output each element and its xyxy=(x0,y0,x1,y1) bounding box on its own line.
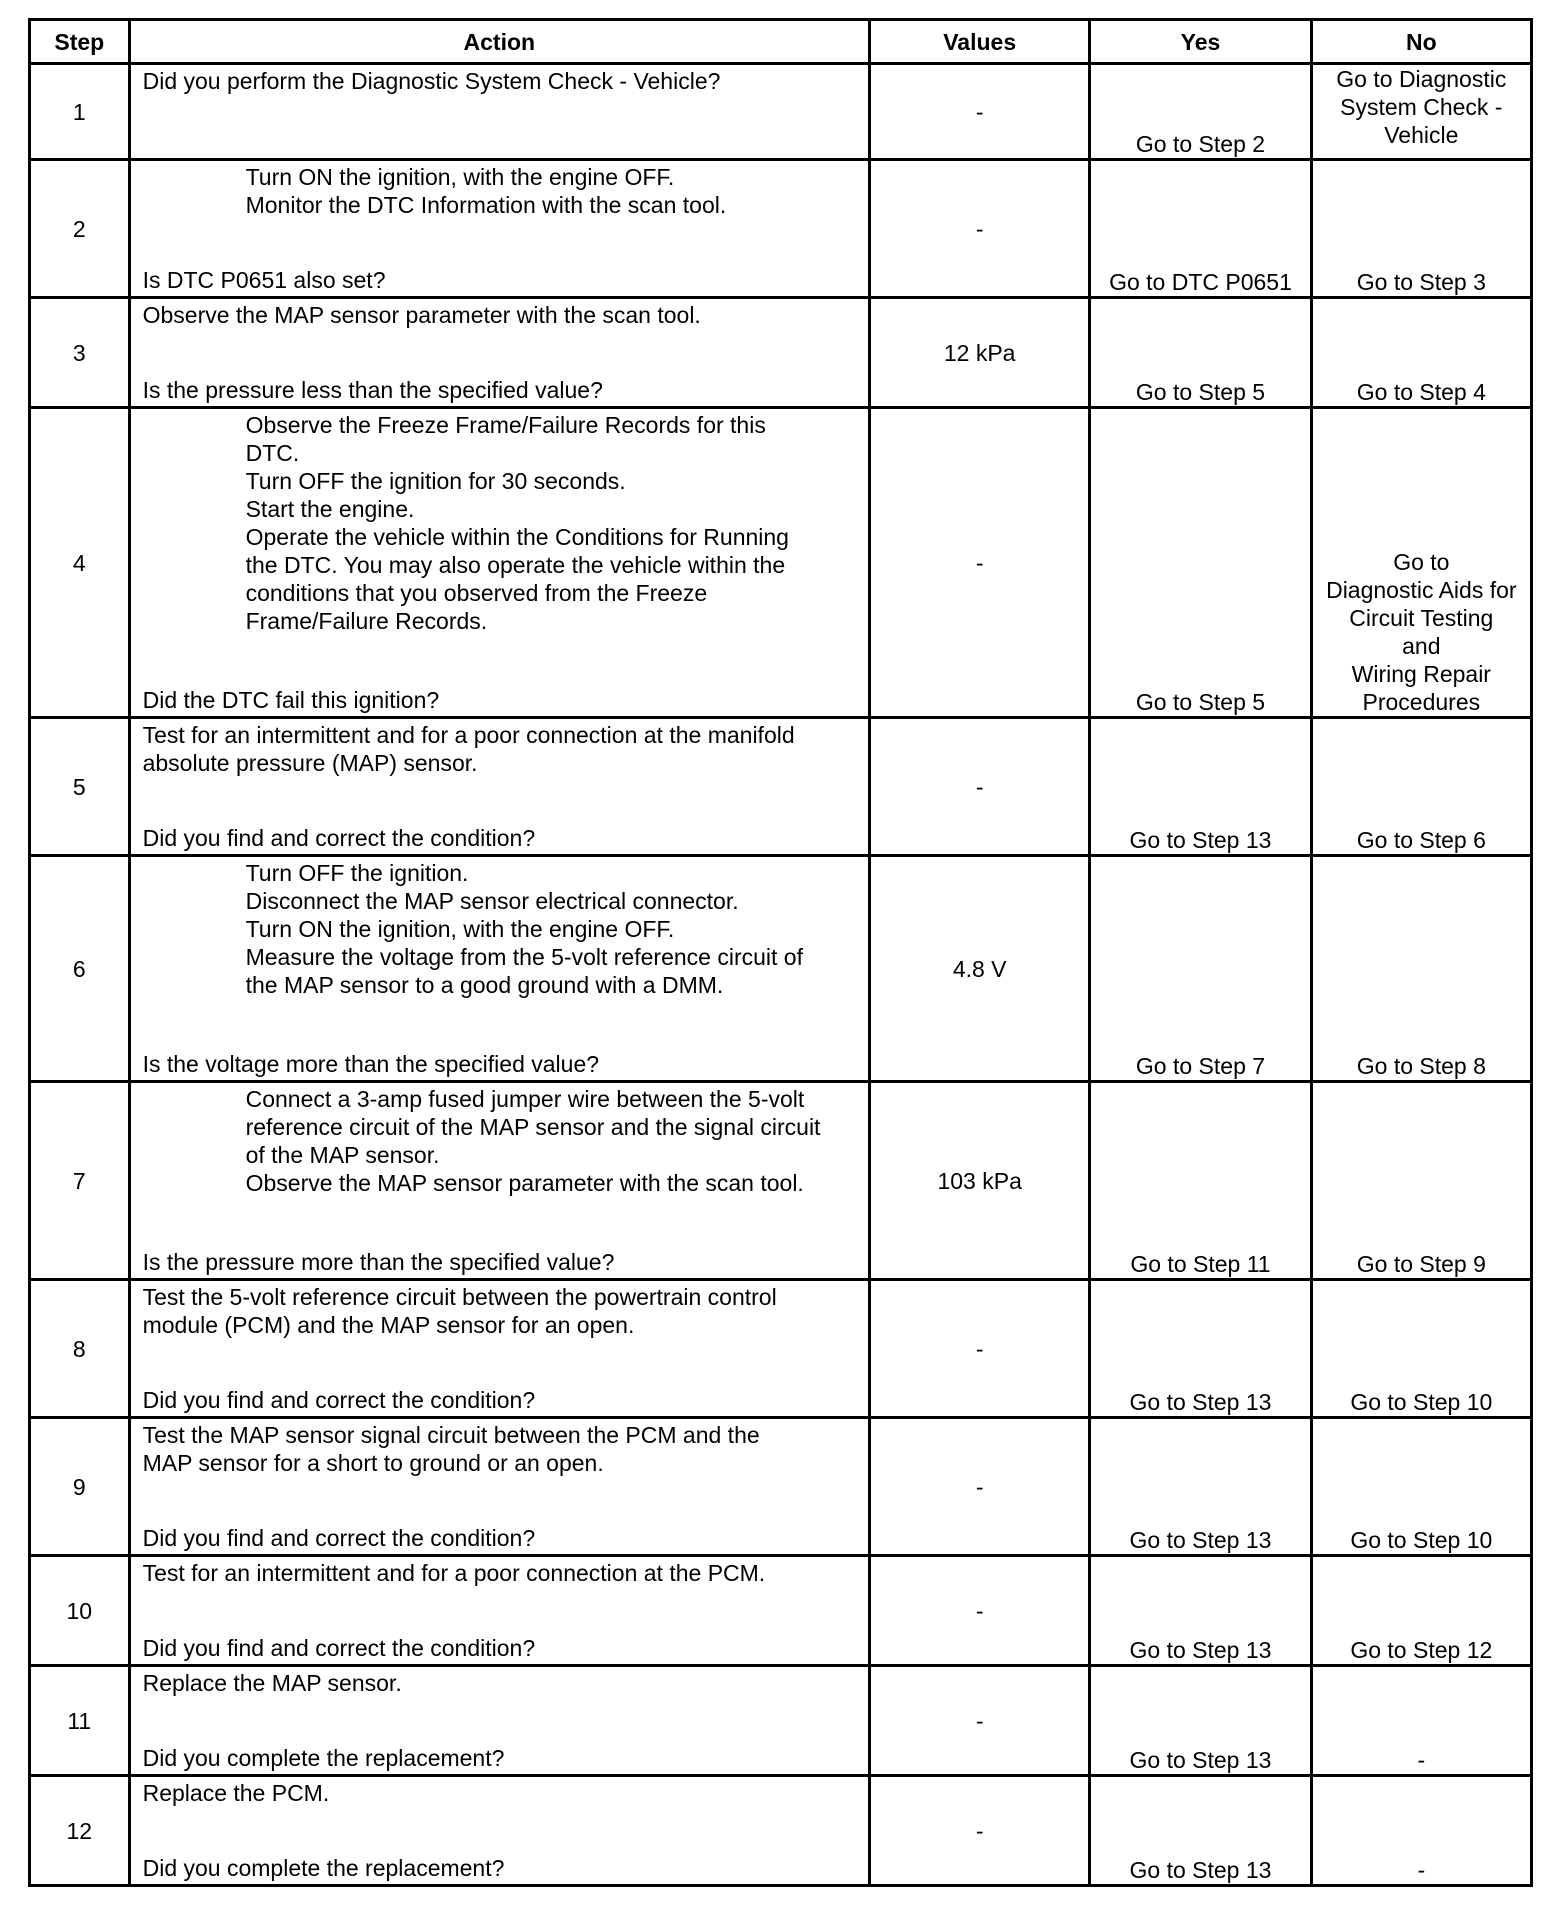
yes-cell: Go to Step 13 xyxy=(1090,718,1311,856)
action-line: MAP sensor for a short to ground or an open. xyxy=(142,1450,604,1476)
no-line: Circuit Testing xyxy=(1349,605,1494,631)
yes-cell: Go to Step 13 xyxy=(1090,1776,1311,1886)
action-line: Test for an intermittent and for a poor connection at the manifold xyxy=(142,722,795,748)
no-line: Go to Step 9 xyxy=(1356,1251,1486,1277)
action-cell xyxy=(129,1776,869,1886)
no-line: and xyxy=(1402,633,1441,659)
value-cell: - xyxy=(870,408,1090,718)
action-cell xyxy=(129,856,869,1082)
header-step: Step xyxy=(30,20,130,64)
no-cell xyxy=(1311,1776,1531,1886)
action-cell xyxy=(129,718,869,856)
action-line: Observe the MAP sensor parameter with the scan tool. xyxy=(245,1170,804,1196)
action-question: Did you find and correct the condition? xyxy=(142,1635,536,1661)
table-row xyxy=(30,1418,1532,1556)
action-line: Frame/Failure Records. xyxy=(245,608,488,634)
action-question: Did you complete the replacement? xyxy=(142,1745,505,1771)
no-line: Diagnostic Aids for xyxy=(1326,577,1517,603)
action-question: Did you find and correct the condition? xyxy=(142,1525,536,1551)
no-line: Go to xyxy=(1393,549,1450,575)
action-instructions xyxy=(143,1779,856,1807)
action-line: Turn OFF the ignition. xyxy=(245,860,469,886)
no-line: - xyxy=(1417,1747,1426,1773)
action-cell xyxy=(129,408,869,718)
action-instructions xyxy=(143,859,856,999)
header-action: Action xyxy=(129,20,869,64)
no-cell xyxy=(1311,1280,1531,1418)
step-number: 9 xyxy=(30,1418,130,1556)
action-line: DTC. xyxy=(245,440,300,466)
table-row xyxy=(30,1082,1532,1280)
no-cell xyxy=(1311,1556,1531,1666)
yes-cell: Go to Step 13 xyxy=(1090,1556,1311,1666)
action-line: Replace the MAP sensor. xyxy=(142,1670,402,1696)
no-cell xyxy=(1311,408,1531,718)
no-line: Go to Step 10 xyxy=(1350,1389,1493,1415)
value-cell: 12 kPa xyxy=(870,298,1090,408)
step-number: 5 xyxy=(30,718,130,856)
action-instructions xyxy=(143,1283,856,1339)
value-cell: - xyxy=(870,1776,1090,1886)
action-instructions xyxy=(143,1421,856,1477)
action-cell xyxy=(129,1556,869,1666)
yes-cell: Go to DTC P0651 xyxy=(1090,160,1311,298)
yes-cell: Go to Step 13 xyxy=(1090,1666,1311,1776)
yes-cell: Go to Step 11 xyxy=(1090,1082,1311,1280)
action-question: Is the pressure more than the specified value? xyxy=(142,1249,615,1275)
action-cell xyxy=(129,1418,869,1556)
action-line: Replace the PCM. xyxy=(142,1780,330,1806)
action-question: Is the voltage more than the specified value? xyxy=(142,1051,600,1077)
no-line: Go to Step 4 xyxy=(1356,379,1486,405)
action-line: Did you perform the Diagnostic System Check - Vehicle? xyxy=(142,68,721,94)
yes-cell: Go to Step 13 xyxy=(1090,1418,1311,1556)
no-line: Go to Step 10 xyxy=(1350,1527,1493,1553)
action-line: of the MAP sensor. xyxy=(245,1142,440,1168)
no-line: Go to Step 3 xyxy=(1356,269,1486,295)
no-line: Go to Step 8 xyxy=(1356,1053,1486,1079)
step-number: 4 xyxy=(30,408,130,718)
value-cell: - xyxy=(870,1556,1090,1666)
value-cell: - xyxy=(870,1666,1090,1776)
action-line: Turn OFF the ignition for 30 seconds. xyxy=(245,468,626,494)
value-cell: - xyxy=(870,718,1090,856)
step-number: 12 xyxy=(30,1776,130,1886)
action-instructions xyxy=(143,721,856,777)
action-line: module (PCM) and the MAP sensor for an open. xyxy=(142,1312,635,1338)
action-line: Connect a 3-amp fused jumper wire between the 5-volt xyxy=(245,1086,805,1112)
yes-cell: Go to Step 13 xyxy=(1090,1280,1311,1418)
table-body xyxy=(30,64,1532,1886)
action-line: Observe the MAP sensor parameter with the scan tool. xyxy=(142,302,701,328)
action-question: Is DTC P0651 also set? xyxy=(142,267,386,293)
action-instructions xyxy=(143,1559,856,1587)
action-instructions xyxy=(143,1085,856,1197)
value-cell: 103 kPa xyxy=(870,1082,1090,1280)
action-question: Did you find and correct the condition? xyxy=(142,825,536,851)
action-cell xyxy=(129,160,869,298)
no-cell xyxy=(1311,1418,1531,1556)
action-question: Is the pressure less than the specified value? xyxy=(142,377,603,403)
yes-cell: Go to Step 2 xyxy=(1090,64,1311,160)
yes-cell: Go to Step 5 xyxy=(1090,298,1311,408)
table-row xyxy=(30,1776,1532,1886)
action-line: Observe the Freeze Frame/Failure Records for this xyxy=(245,412,766,438)
action-instructions xyxy=(143,411,856,635)
action-line: Operate the vehicle within the Conditions for Running xyxy=(245,524,789,550)
no-cell xyxy=(1311,1082,1531,1280)
action-line: conditions that you observed from the Freeze xyxy=(245,580,708,606)
table-row xyxy=(30,160,1532,298)
no-cell xyxy=(1311,1666,1531,1776)
action-line: Test the MAP sensor signal circuit between the PCM and the xyxy=(142,1422,760,1448)
header-no: No xyxy=(1311,20,1531,64)
no-line: System Check - xyxy=(1340,94,1503,120)
action-line: Test for an intermittent and for a poor connection at the PCM. xyxy=(142,1560,766,1586)
value-cell: - xyxy=(870,64,1090,160)
action-line: Turn ON the ignition, with the engine OFF. xyxy=(245,164,675,190)
action-question: Did the DTC fail this ignition? xyxy=(142,687,440,713)
table-row xyxy=(30,1280,1532,1418)
action-cell xyxy=(129,1280,869,1418)
action-line: Monitor the DTC Information with the scan tool. xyxy=(245,192,727,218)
value-cell: - xyxy=(870,160,1090,298)
action-line: the MAP sensor to a good ground with a DMM. xyxy=(245,972,724,998)
step-number: 10 xyxy=(30,1556,130,1666)
action-instructions xyxy=(143,67,856,95)
step-number: 2 xyxy=(30,160,130,298)
action-question: Did you complete the replacement? xyxy=(142,1855,505,1881)
step-number: 6 xyxy=(30,856,130,1082)
action-line: Disconnect the MAP sensor electrical connector. xyxy=(245,888,739,914)
step-number: 11 xyxy=(30,1666,130,1776)
action-cell xyxy=(129,1666,869,1776)
no-line: Vehicle xyxy=(1384,122,1459,148)
no-line: Procedures xyxy=(1362,689,1481,715)
no-cell xyxy=(1311,160,1531,298)
action-line: absolute pressure (MAP) sensor. xyxy=(142,750,478,776)
table-row xyxy=(30,1666,1532,1776)
table-row xyxy=(30,1556,1532,1666)
action-line: Measure the voltage from the 5-volt reference circuit of xyxy=(245,944,803,970)
table-row xyxy=(30,298,1532,408)
yes-cell: Go to Step 5 xyxy=(1090,408,1311,718)
no-line: - xyxy=(1417,1857,1426,1883)
no-line: Go to Diagnostic xyxy=(1336,66,1507,92)
table-row xyxy=(30,64,1532,160)
no-line: Go to Step 6 xyxy=(1356,827,1486,853)
action-cell xyxy=(129,64,869,160)
action-instructions xyxy=(143,1669,856,1697)
action-cell xyxy=(129,298,869,408)
no-cell xyxy=(1311,856,1531,1082)
no-line: Go to Step 12 xyxy=(1350,1637,1493,1663)
step-number: 3 xyxy=(30,298,130,408)
header-yes: Yes xyxy=(1090,20,1311,64)
action-instructions xyxy=(143,301,856,329)
action-line: reference circuit of the MAP sensor and the signal circuit xyxy=(245,1114,821,1140)
action-cell xyxy=(129,1082,869,1280)
action-line: Turn ON the ignition, with the engine OFF. xyxy=(245,916,675,942)
value-cell: - xyxy=(870,1280,1090,1418)
no-cell xyxy=(1311,298,1531,408)
action-line: the DTC. You may also operate the vehicle within the xyxy=(245,552,786,578)
action-line: Start the engine. xyxy=(245,496,415,522)
value-cell: - xyxy=(870,1418,1090,1556)
no-cell xyxy=(1311,64,1531,160)
header-row xyxy=(30,20,1532,64)
no-line: Wiring Repair xyxy=(1351,661,1491,687)
step-number: 7 xyxy=(30,1082,130,1280)
action-question: Did you find and correct the condition? xyxy=(142,1387,536,1413)
diagnostic-table xyxy=(28,18,1533,1887)
action-instructions xyxy=(143,163,856,219)
yes-cell: Go to Step 7 xyxy=(1090,856,1311,1082)
action-line: Test the 5-volt reference circuit between the powertrain control xyxy=(142,1284,777,1310)
value-cell: 4.8 V xyxy=(870,856,1090,1082)
step-number: 1 xyxy=(30,64,130,160)
header-values: Values xyxy=(870,20,1090,64)
table-row xyxy=(30,718,1532,856)
step-number: 8 xyxy=(30,1280,130,1418)
no-cell xyxy=(1311,718,1531,856)
table-row xyxy=(30,408,1532,718)
table-row xyxy=(30,856,1532,1082)
